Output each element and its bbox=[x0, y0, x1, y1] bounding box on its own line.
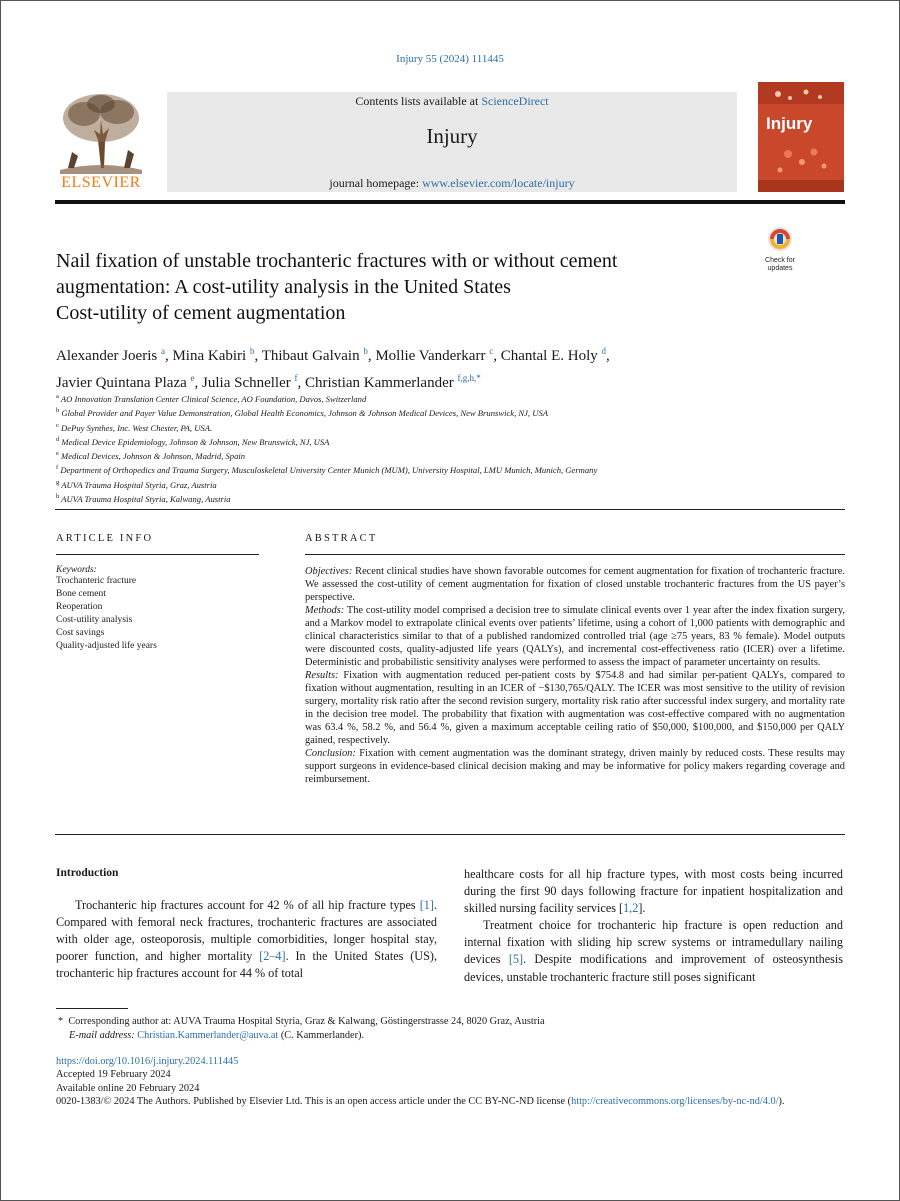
abstract-column bbox=[305, 533, 845, 786]
author-list: Alexander Joeris $^a$, Mina Kabiri $^b$, Thibaut Galvain $^b$, Mollie Vanderkarr $^c$, Chantal E. Holy $^d$, Javier Quintana Plaza $^e$, Julia Schneller $^f$, Christian Kammerlander $^{f,g,h,*}$ bbox=[56, 346, 610, 391]
author-affil-marker[interactable]: f bbox=[294, 373, 298, 383]
affiliation-marker: h bbox=[56, 492, 60, 500]
abstract-body bbox=[305, 565, 845, 786]
abstract-end-divider bbox=[55, 834, 845, 835]
journal-reference[interactable]: Injury 55 (2024) 111445 bbox=[396, 53, 504, 65]
citation-link[interactable]: [2–4] bbox=[259, 949, 286, 964]
objectives-text: Recent clinical studies have shown favorable outcomes for cement augmentation for fixation of trochanteric fracture. We assessed the cost-utility of cement augmentation for fixation of closed unstable trochanteric fractures from the US payer’s perspective. bbox=[305, 566, 845, 603]
elsevier-logo[interactable] bbox=[54, 90, 148, 194]
affiliation bbox=[56, 405, 836, 419]
body-text: . Despite modifications and improvement of osteosynthesis devices, unstable trochanteric fracture still poses significant bbox=[464, 952, 844, 984]
affiliation-marker: b bbox=[56, 407, 60, 415]
keyword: Trochanteric fracture bbox=[56, 576, 137, 586]
license-suffix: ). bbox=[778, 1096, 785, 1108]
doi-link[interactable]: https://doi.org/10.1016/j.injury.2024.111445 bbox=[56, 1056, 239, 1067]
author-name[interactable]: Christian Kammerlander bbox=[305, 375, 454, 391]
title-line: Cost-utility of cement augmentation bbox=[56, 302, 346, 324]
body-text: Treatment choice for trochanteric hip fracture is open reduction and internal fixation with sliding hip screw systems or intramedullary nailing devices bbox=[464, 918, 843, 967]
body-text: healthcare costs for all hip fracture types, with most costs being incurred during the first 90 days following fracture for inpatient hospitalization and skilled nursing facility services [ bbox=[464, 867, 843, 916]
keyword: Reoperation bbox=[56, 602, 103, 612]
masthead-rule bbox=[55, 200, 845, 204]
affiliation bbox=[56, 477, 836, 491]
elsevier-wordmark: ELSEVIER bbox=[61, 174, 141, 191]
publication-info bbox=[56, 1055, 846, 1109]
body-text: . Compared with femoral neck fractures, trochanteric fractures are associated with older age, osteoporosis, multiple comorbidities, longer hospital stay, poorer function, and higher mortality bbox=[56, 898, 437, 964]
affiliation-text: Medical Device Epidemiology, Johnson & Johnson, New Brunswick, NJ, USA bbox=[61, 436, 330, 447]
journal-masthead bbox=[167, 92, 737, 192]
license-line bbox=[56, 1095, 846, 1108]
body-text: Trochanteric hip fractures account for 42 % of all hip fracture types bbox=[75, 898, 416, 912]
conclusion-text: Fixation with cement augmentation was the dominant strategy, driven mainly by reduced costs. These results may support surgeons in evidence-based clinical decision making and may be informative for policy makers regarding coverage and reimbursement. bbox=[305, 748, 845, 785]
author-name[interactable]: Javier Quintana Plaza bbox=[56, 375, 187, 391]
title-line: augmentation: A cost-utility analysis in the United States bbox=[56, 276, 511, 298]
affiliation-text: AO Innovation Translation Center Clinical Science, AO Foundation, Davos, Switzerland bbox=[60, 393, 367, 404]
email-suffix: (C. Kammerlander). bbox=[280, 1030, 365, 1041]
body-text: ]. bbox=[638, 901, 646, 916]
footnote-marker: * bbox=[58, 1016, 64, 1027]
citation-link[interactable]: [5] bbox=[508, 952, 524, 967]
cover-artwork-icon bbox=[758, 82, 844, 192]
article-info-rule bbox=[56, 554, 259, 555]
title-line: Nail fixation of unstable trochanteric fractures with or without cement bbox=[56, 250, 618, 272]
available-date: Available online 20 February 2024 bbox=[56, 1082, 200, 1094]
abstract-conclusion bbox=[305, 747, 845, 786]
author-name[interactable]: Mina Kabiri bbox=[172, 348, 247, 364]
author-affil-marker[interactable]: d bbox=[601, 346, 607, 356]
journal-homepage-link[interactable]: www.elsevier.com/locate/injury bbox=[422, 176, 575, 190]
author-name[interactable]: Mollie Vanderkarr bbox=[375, 348, 486, 364]
affiliation-marker: f bbox=[56, 464, 59, 472]
author-name[interactable]: Thibaut Galvain bbox=[261, 348, 360, 364]
sciencedirect-link[interactable]: ScienceDirect bbox=[481, 94, 549, 108]
affiliation-text: Global Provider and Payer Value Demonstration, Global Health Economics, Johnson & Johnson Medical Devices, New Brunswick, NJ, USA bbox=[61, 408, 548, 419]
affiliation bbox=[56, 491, 836, 505]
corresponding-text: Corresponding author at: AUVA Trauma Hospital Styria, Graz & Kalwang, Göstingerstrasse 24, 8020 Graz, Austria bbox=[68, 1016, 545, 1027]
homepage-prefix: journal homepage: bbox=[329, 176, 420, 190]
affiliation-text: AUVA Trauma Hospital Styria, Graz, Austria bbox=[61, 479, 217, 490]
introduction-heading: Introduction bbox=[56, 867, 119, 879]
body-text: . In the United States (US), trochanteric hip fractures account for 44 % of total bbox=[56, 949, 437, 981]
email-link[interactable]: Christian.Kammerlander@auva.at bbox=[137, 1030, 279, 1041]
affiliation-marker: c bbox=[56, 421, 59, 429]
author-name[interactable]: Alexander Joeris bbox=[56, 348, 158, 364]
methods-label: Methods: bbox=[305, 605, 345, 616]
affiliation-text: Department of Orthopedics and Trauma Surgery, Musculoskeletal University Center Munich (MUM), University Hospital, LMU Munich, Munich, Germany bbox=[60, 465, 598, 476]
check-updates-icon bbox=[767, 226, 793, 252]
article-info-heading: ARTICLE INFO bbox=[56, 533, 154, 544]
affiliation-text: DePuy Synthes, Inc. West Chester, PA, USA. bbox=[61, 422, 213, 433]
check-updates-line2: updates bbox=[767, 265, 793, 272]
affiliation-list bbox=[56, 391, 836, 505]
footnote-rule bbox=[56, 1008, 128, 1009]
author-affil-marker[interactable]: b bbox=[363, 346, 368, 356]
author-name[interactable]: Julia Schneller bbox=[202, 375, 291, 391]
email-label: E-mail address: bbox=[69, 1030, 135, 1041]
citation-link[interactable]: [1] bbox=[419, 898, 434, 912]
affiliation bbox=[56, 462, 836, 476]
author-affil-marker[interactable]: b bbox=[249, 346, 255, 356]
author-affil-marker[interactable]: a bbox=[160, 346, 165, 356]
body-column-right bbox=[464, 866, 843, 986]
results-text: Fixation with augmentation reduced per-patient costs by $754.8 and had similar per-patient QALYs, compared to fixation without augmentation, resulting in an ICER of −$130,765/QALY. The ICER was most sensitive to the utility of revision surgery, mortality risk ratio after the second revision surgery, mortality risk ratio after successful index surgery, and mortality rate in the decision tree model. The probability that fixation with augmentation was cost-effective compared with no augmentation was 63.4 %, 58.2 %, and 56.4 %, given a maximum acceptable ceiling ratio of $50,000, $100,000, and $150,000 per QALY gained, respectively. bbox=[305, 670, 845, 746]
keyword: Bone cement bbox=[56, 589, 106, 599]
intro-paragraph bbox=[56, 897, 437, 982]
keywords-label: Keywords: bbox=[56, 565, 97, 575]
corresponding-author-note bbox=[58, 1015, 838, 1043]
abstract-rule bbox=[305, 554, 845, 555]
license-text: 0020-1383/© 2024 The Authors. Published by Elsevier Ltd. This is an open access article under the CC BY-NC-ND license ( bbox=[56, 1096, 572, 1108]
keyword: Cost savings bbox=[56, 628, 105, 638]
journal-title: Injury bbox=[426, 124, 478, 148]
body-column-left bbox=[56, 897, 437, 982]
abstract-heading: ABSTRACT bbox=[305, 533, 378, 544]
abstract-results bbox=[305, 669, 845, 747]
abstract-objectives bbox=[305, 565, 845, 604]
check-for-updates-badge[interactable] bbox=[758, 226, 802, 272]
objectives-label: Objectives: bbox=[305, 566, 353, 577]
author-affil-marker[interactable]: e bbox=[190, 373, 195, 383]
email-line bbox=[58, 1029, 838, 1043]
affiliation-marker: a bbox=[56, 393, 59, 400]
affiliation bbox=[56, 434, 836, 448]
conclusion-label: Conclusion: bbox=[305, 748, 356, 759]
affiliation bbox=[56, 391, 836, 405]
keyword: Cost-utility analysis bbox=[56, 615, 133, 625]
keyword: Quality-adjusted life years bbox=[56, 641, 157, 651]
contents-prefix: Contents lists available at bbox=[355, 94, 479, 108]
methods-text: The cost-utility model comprised a decision tree to simulate clinical events over 1 year after the index fixation surgery, and a Markov model to extrapolate clinical events over patients’ lifetime, using a cohort of 1,000 patients with demographic and clinical characteristics similar to that of a published randomized controlled trial (age ≥75 years, 83 % female). Model outputs were discounted costs, quality-adjusted life years (QALYs), and incremental cost-effectiveness ratio (ICER) over a lifetime. Deterministic and probabilistic sensitivity analyses were performed to assess the impact of parameter uncertainty on results. bbox=[305, 605, 845, 668]
corresponding-line bbox=[58, 1015, 838, 1029]
contents-line bbox=[167, 94, 737, 109]
affiliation-text: Medical Devices, Johnson & Johnson, Madrid, Spain bbox=[61, 450, 246, 461]
license-link[interactable]: http://creativecommons.org/licenses/by-nc-nd/4.0/ bbox=[571, 1096, 779, 1108]
author-affil-marker[interactable]: f,g,h,* bbox=[457, 373, 481, 383]
abstract-methods bbox=[305, 604, 845, 669]
author-name[interactable]: Chantal E. Holy bbox=[500, 348, 598, 364]
accepted-date: Accepted 19 February 2024 bbox=[56, 1069, 171, 1081]
author-affil-marker[interactable]: c bbox=[489, 346, 494, 356]
affiliation-marker: g bbox=[56, 478, 60, 486]
check-updates-line1: Check for bbox=[765, 257, 795, 264]
homepage-line bbox=[167, 176, 737, 191]
affiliation bbox=[56, 420, 836, 434]
cover-title: Injury bbox=[766, 114, 813, 133]
article-info-column bbox=[56, 533, 260, 653]
intro-paragraph bbox=[464, 866, 843, 917]
article-title bbox=[56, 248, 746, 326]
results-label: Results: bbox=[305, 670, 339, 681]
affiliation-text: AUVA Trauma Hospital Styria, Kalwang, Austria bbox=[61, 493, 231, 504]
affiliation bbox=[56, 448, 836, 462]
journal-cover[interactable] bbox=[758, 82, 844, 192]
citation-link[interactable]: 1,2 bbox=[623, 901, 639, 916]
section-divider bbox=[55, 509, 845, 510]
intro-paragraph bbox=[464, 917, 843, 985]
affiliation-marker: e bbox=[56, 450, 59, 458]
affiliation-marker: d bbox=[56, 435, 60, 443]
